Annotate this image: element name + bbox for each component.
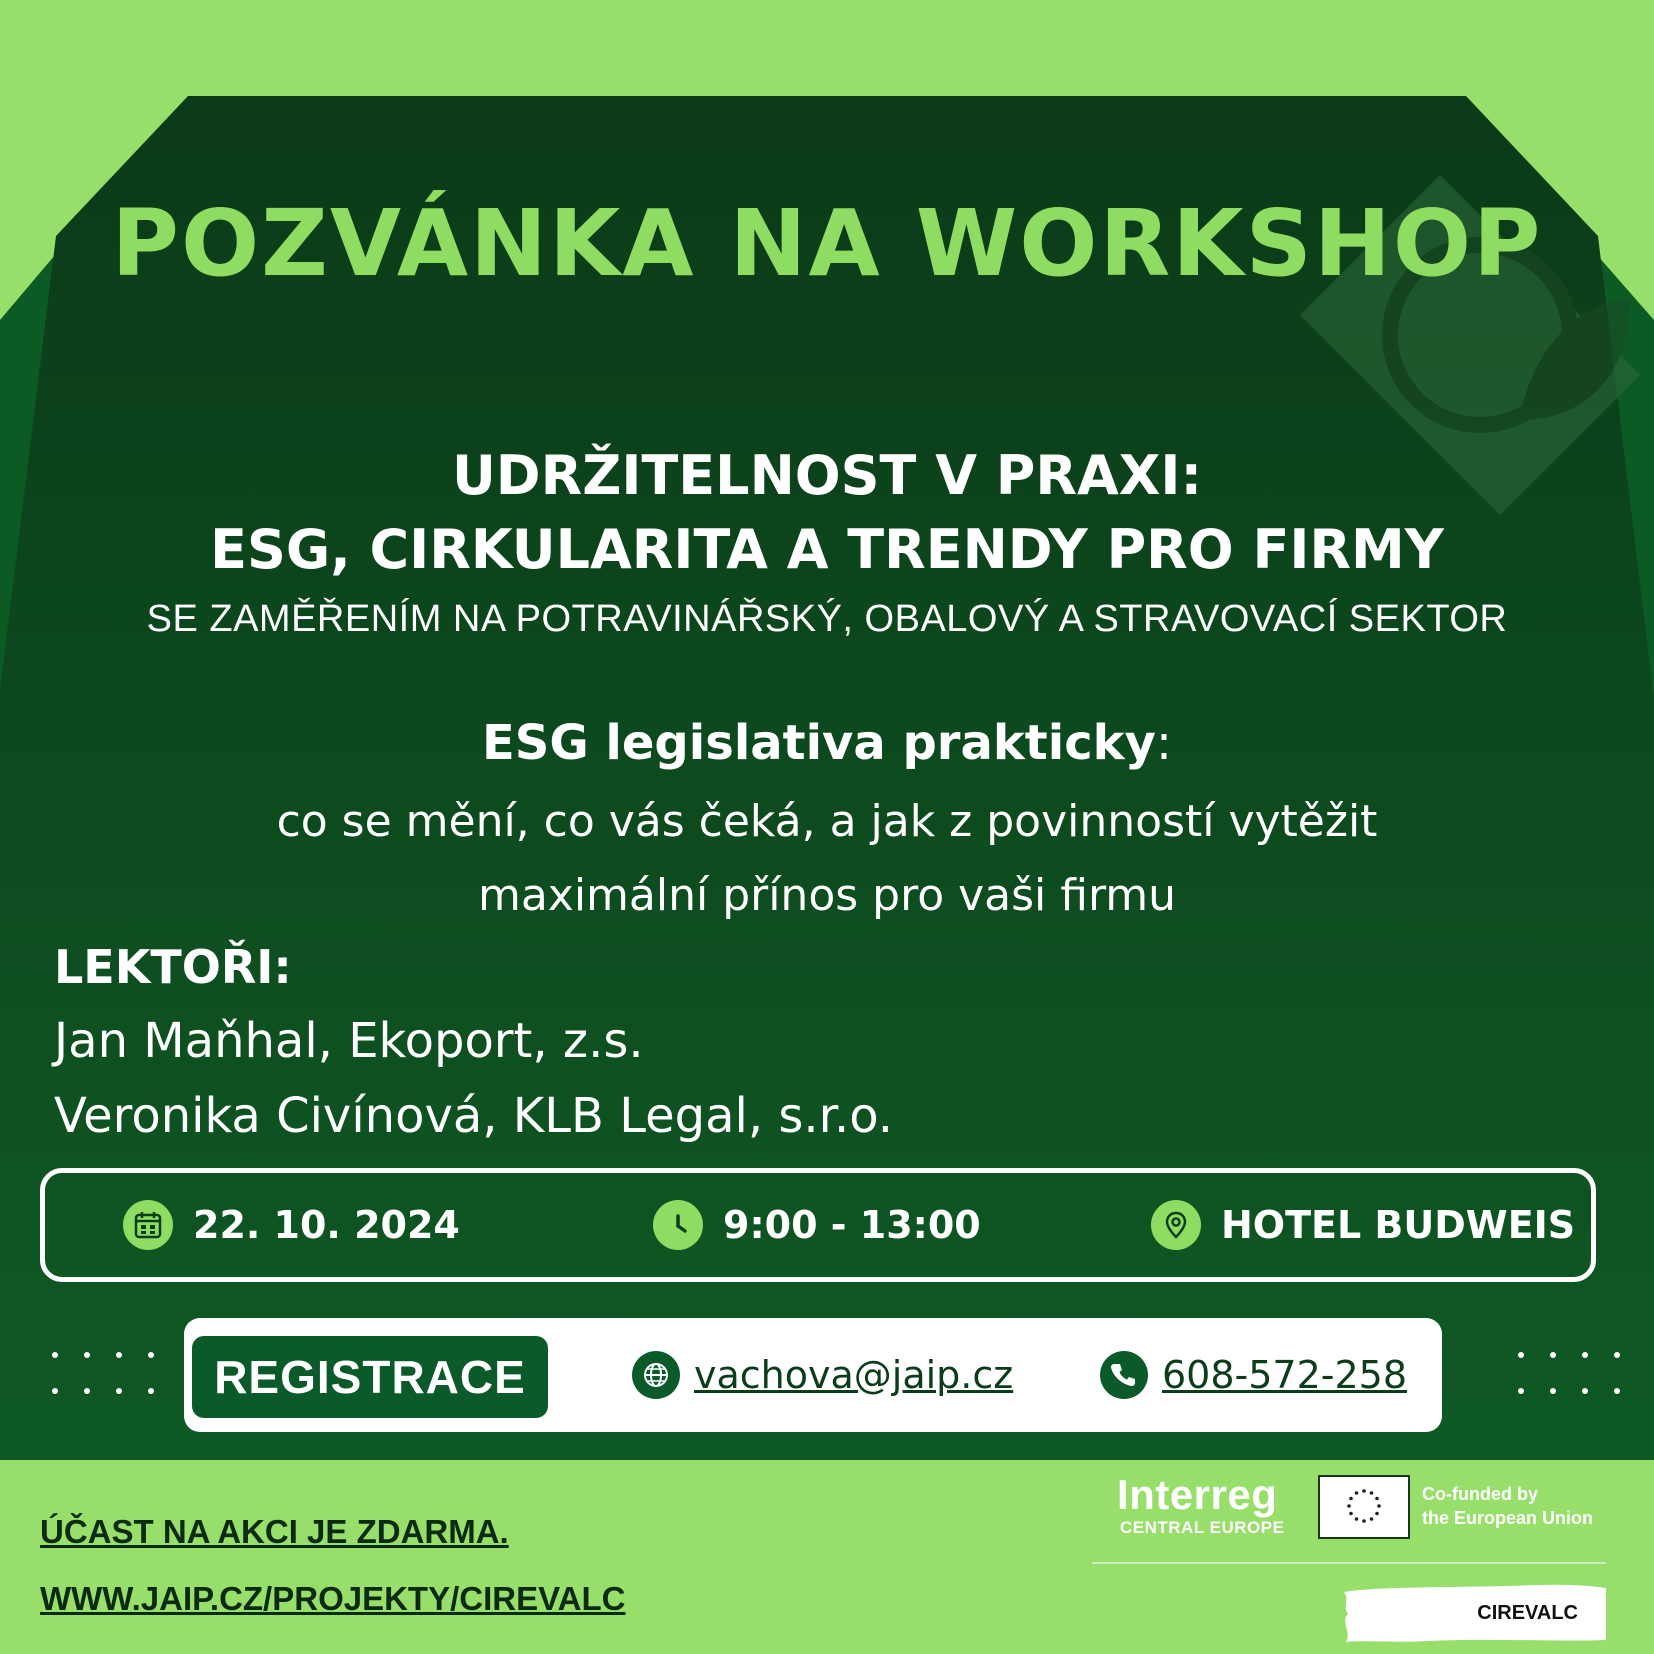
phone-link[interactable]: 608-572-258	[1162, 1353, 1408, 1397]
cirevalc-logo-text: CIREVALC	[1477, 1601, 1578, 1624]
footer-divider	[1092, 1562, 1606, 1564]
topic-title	[0, 715, 1654, 771]
event-place	[1151, 1173, 1575, 1277]
lecturers-label: LEKTOŘI:	[54, 940, 292, 994]
cirevalc-logo	[1338, 1582, 1610, 1644]
decorative-dots-right	[1518, 1352, 1628, 1412]
phone-contact[interactable]	[1100, 1318, 1407, 1432]
event-place-text: HOTEL BUDWEIS	[1221, 1203, 1576, 1247]
lecturer-1: Jan Maňhal, Ekoport, z.s.	[54, 1013, 644, 1069]
eu-flag-icon	[1318, 1475, 1410, 1539]
email-contact[interactable]	[632, 1318, 1013, 1432]
free-entry-note: ÚČAST NA AKCI JE ZDARMA.	[40, 1513, 509, 1550]
cofunded-line-1: Co-funded by	[1422, 1484, 1538, 1504]
topic-colon: :	[1155, 715, 1173, 771]
globe-icon	[632, 1351, 680, 1399]
registration-bar	[184, 1318, 1442, 1432]
topic-description-line-1: co se mění, co vás čeká, a jak z povinností vytěžit	[276, 796, 1378, 847]
page-title: POZVÁNKA NA WORKSHOP	[111, 190, 1543, 297]
subheadline: SE ZAMĚŘENÍM NA POTRAVINÁŘSKÝ, OBALOVÝ A STRAVOVACÍ SEKTOR	[146, 598, 1508, 640]
email-link[interactable]: vachova@jaip.cz	[694, 1353, 1014, 1397]
headline-line-1: UDRŽITELNOST V PRAXI:	[451, 444, 1203, 507]
headline-line-2: ESG, CIRKULARITA A TRENDY PRO FIRMY	[210, 518, 1444, 581]
clock-icon	[653, 1200, 703, 1250]
event-info-box	[40, 1168, 1596, 1282]
event-date	[123, 1173, 460, 1277]
decorative-dots-left	[52, 1352, 162, 1412]
interreg-logo-subtitle: CENTRAL EUROPE	[1120, 1518, 1285, 1537]
interreg-logo: Interreg	[1117, 1471, 1278, 1518]
topic-description-line-2: maximální přínos pro vaši firmu	[477, 870, 1177, 921]
cofunded-line-2: the European Union	[1422, 1508, 1593, 1528]
location-pin-icon	[1151, 1200, 1201, 1250]
event-time	[653, 1173, 981, 1277]
event-time-text: 9:00 - 13:00	[723, 1203, 981, 1247]
calendar-icon	[123, 1200, 173, 1250]
event-date-text: 22. 10. 2024	[193, 1203, 460, 1247]
phone-icon	[1100, 1351, 1148, 1399]
registration-button[interactable]: REGISTRACE	[192, 1336, 548, 1418]
lecturer-2: Veronika Civínová, KLB Legal, s.r.o.	[54, 1088, 893, 1144]
project-website-link[interactable]: WWW.JAIP.CZ/PROJEKTY/CIREVALC	[40, 1580, 626, 1617]
topic-title-text: ESG legislativa prakticky	[481, 715, 1156, 771]
